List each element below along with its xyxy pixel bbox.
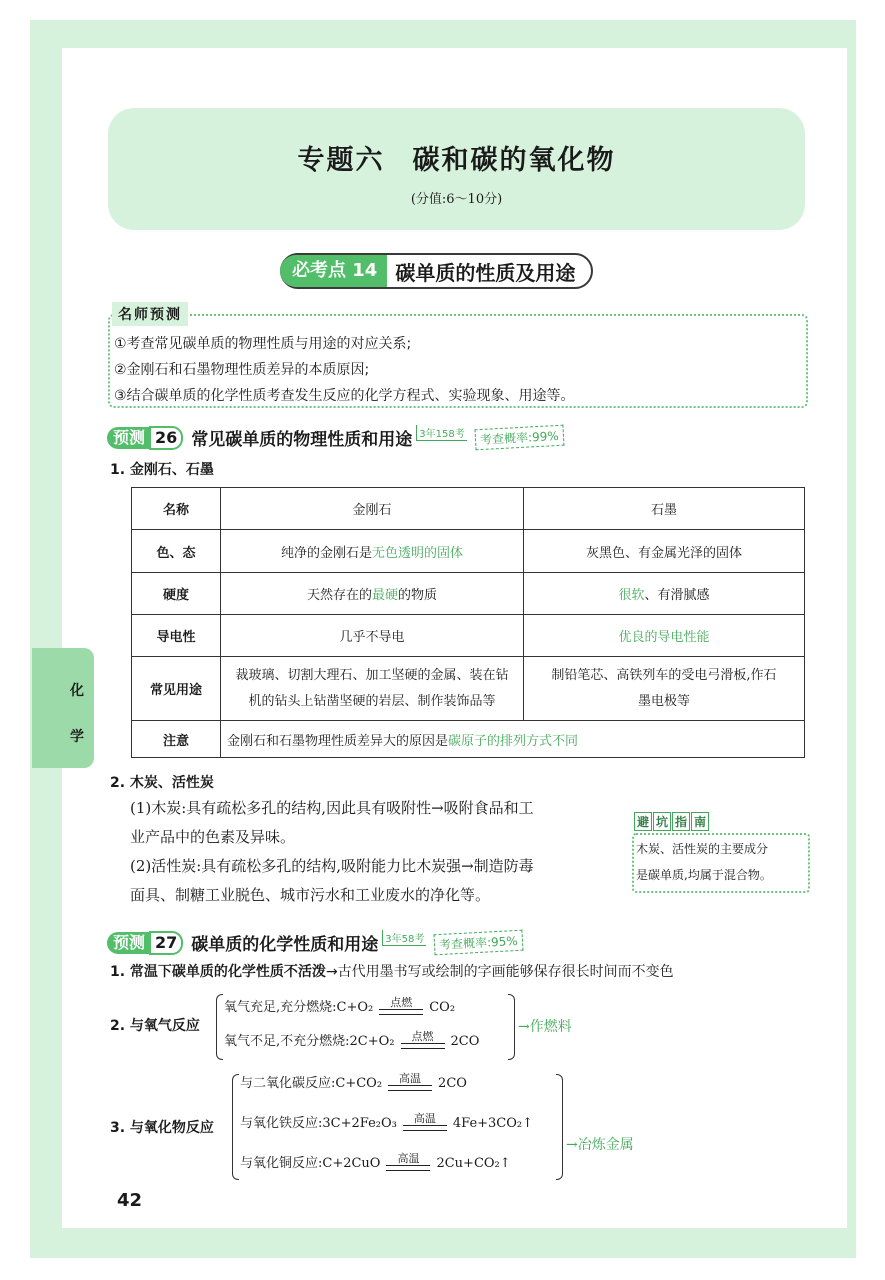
cell-text: 天然存在的 — [306, 588, 372, 603]
text-line: (1)木炭:具有疏松多孔的结构,因此具有吸附性→吸附食品和工 — [130, 799, 534, 817]
reaction-line — [240, 1072, 467, 1091]
prediction-item: ③结合碳单质的化学性质考查发生反应的化学方程式、实验现象、用途等。 — [114, 388, 575, 404]
table-row — [132, 657, 805, 721]
prediction-item: ②金刚石和石墨物理性质差异的本质原因; — [114, 362, 370, 378]
item-heading: 3. 与氧化物反应 — [110, 1120, 214, 1136]
tip-label-char: 避 — [634, 812, 652, 831]
table-row — [132, 530, 805, 573]
table-cell — [524, 657, 805, 721]
table-cell — [221, 657, 524, 721]
table-cell: 几乎不导电 — [221, 615, 524, 657]
cell-text: 裁玻璃、切割大理石、加工坚硬的金属、装在钻 — [235, 667, 509, 683]
table-cell: 优良的导电性能 — [524, 615, 805, 657]
left-brace — [232, 1074, 239, 1180]
reaction-reactants: 与氧化铁反应:3C+2Fe₂O₃ — [240, 1116, 397, 1131]
reaction-arrow — [401, 1030, 445, 1049]
section-source: 3年58考 — [382, 930, 426, 946]
section-title: 碳单质的化学性质和用途 — [191, 935, 379, 955]
row-label: 导电性 — [132, 615, 221, 657]
section-title: 常见碳单质的物理性质和用途 — [191, 430, 413, 450]
cell-text: 、有滑腻感 — [644, 588, 710, 603]
cell-answer: 很软 — [618, 588, 645, 603]
cell-answer: 最硬 — [371, 588, 398, 603]
reaction-products: 4Fe+3CO₂↑ — [452, 1116, 534, 1131]
row-label: 色、态 — [132, 530, 221, 573]
table-row — [132, 721, 805, 758]
tip-text: 是碳单质,均属于混合物。 — [636, 868, 772, 882]
row-label: 注意 — [132, 721, 221, 758]
table-row — [132, 488, 805, 530]
key-point-header — [280, 253, 593, 289]
tip-label-char: 指 — [672, 812, 690, 831]
title-box — [108, 108, 805, 230]
section-27-header — [107, 930, 523, 955]
reaction-arrow — [403, 1112, 447, 1131]
tip-label — [634, 812, 710, 831]
reaction-condition: 高温 — [397, 1152, 420, 1165]
row-label: 硬度 — [132, 573, 221, 615]
text-line: 业产品中的色素及异味。 — [130, 828, 296, 846]
reaction-reactants: 氧气不足,不充分燃烧:2C+O₂ — [224, 1034, 395, 1049]
cell-answer: 无色透明的固体 — [372, 545, 464, 561]
section-source: 3年158考 — [416, 425, 466, 441]
prediction-item: ①考查常见碳单质的物理性质与用途的对应关系; — [114, 336, 412, 352]
item-heading: 1. 金刚石、石墨 — [110, 462, 214, 478]
left-brace — [216, 994, 223, 1060]
reaction-arrow — [388, 1072, 432, 1091]
table-cell — [221, 573, 524, 615]
reaction-products: 2Cu+CO₂↑ — [436, 1156, 511, 1171]
item-bold: 化学性质不活泼 — [227, 964, 326, 980]
section-number: 26 — [149, 426, 183, 450]
table-row — [132, 573, 805, 615]
table-cell — [221, 530, 524, 573]
reaction-products: 2CO — [438, 1076, 467, 1091]
subject-side-tab — [32, 648, 94, 768]
item-rest: →古代用墨书写或绘制的字画能够保存很长时间而不变色 — [325, 964, 674, 980]
item-heading: 2. 木炭、活性炭 — [110, 775, 214, 791]
row-label: 常见用途 — [132, 657, 221, 721]
tip-text: 木炭、活性炭的主要成分 — [636, 842, 769, 856]
teacher-prediction-label: 名师预测 — [112, 302, 188, 326]
key-point-title: 碳单质的性质及用途 — [395, 260, 576, 285]
page-number: 42 — [117, 1190, 143, 1211]
cell-text: 金刚石和石墨物理性质差异大的原因是 — [227, 733, 449, 749]
table-cell: 灰黑色、有金属光泽的固体 — [524, 530, 805, 573]
title-part1: 专题六 — [297, 145, 385, 176]
side-tab-char: 化 — [70, 683, 84, 699]
side-tab-char: 学 — [70, 729, 84, 745]
section-badge: 预测 — [107, 932, 149, 954]
key-point-badge: 必考点 14 — [280, 255, 387, 287]
item-text — [110, 961, 674, 981]
text-line: (2)活性炭:具有疏松多孔的结构,吸附能力比木炭强→制造防毒 — [130, 857, 534, 875]
reaction-reactants: 与二氧化碳反应:C+CO₂ — [240, 1076, 383, 1091]
use-note: →作燃料 — [518, 1019, 572, 1035]
reaction-condition: 高温 — [399, 1072, 422, 1085]
table-header-cell: 名称 — [132, 488, 221, 530]
section-number: 27 — [149, 931, 183, 955]
table-cell — [524, 573, 805, 615]
reaction-line — [224, 996, 455, 1015]
use-note: →冶炼金属 — [566, 1137, 634, 1153]
reaction-line — [240, 1152, 511, 1171]
reaction-products: CO₂ — [429, 1000, 456, 1015]
reaction-reactants: 与氧化铜反应:C+2CuO — [240, 1156, 381, 1171]
table-header-cell: 金刚石 — [221, 488, 524, 530]
tip-label-char: 南 — [691, 812, 709, 831]
title-part2: 碳和碳的氧化物 — [412, 145, 616, 176]
cell-answer: 碳原子的排列方式不同 — [448, 733, 579, 749]
table-cell — [221, 721, 805, 758]
charcoal-text — [130, 794, 534, 910]
reaction-line — [224, 1030, 479, 1049]
item-heading: 2. 与氧气反应 — [110, 1018, 200, 1034]
section-rate-stamp: 考查概率:95% — [434, 930, 524, 956]
cell-text: 机的钻头上钻凿坚硬的岩层、制作装饰品等 — [248, 693, 496, 709]
right-brace — [508, 994, 515, 1060]
score-range: (分值:6～10分) — [410, 192, 503, 207]
table-row — [132, 615, 805, 657]
reaction-condition: 高温 — [413, 1112, 436, 1125]
right-brace — [556, 1074, 563, 1180]
cell-text: 纯净的金刚石是 — [280, 545, 372, 561]
cell-text: 的物质 — [398, 588, 438, 603]
section-rate-stamp: 考查概率:99% — [474, 425, 564, 451]
tip-label-char: 坑 — [653, 812, 671, 831]
reaction-products: 2CO — [450, 1034, 480, 1049]
reaction-reactants: 氧气充足,充分燃烧:C+O₂ — [224, 1000, 374, 1015]
cell-text: 墨电极等 — [637, 693, 690, 709]
reaction-arrow — [379, 996, 423, 1015]
reaction-arrow — [386, 1152, 430, 1171]
page-title — [108, 138, 805, 177]
section-26-header — [107, 425, 563, 450]
reaction-condition: 点燃 — [411, 1030, 434, 1043]
section-badge: 预测 — [107, 427, 149, 449]
reaction-line — [240, 1112, 533, 1131]
item-prefix: 1. 常温下碳单质的 — [110, 964, 228, 980]
reaction-condition: 点燃 — [390, 996, 413, 1009]
carbon-comparison-table — [131, 487, 805, 758]
text-line: 面具、制糖工业脱色、城市污水和工业废水的净化等。 — [130, 886, 491, 904]
cell-text: 制铅笔芯、高铁列车的受电弓滑板,作石 — [551, 667, 777, 683]
table-header-cell: 石墨 — [524, 488, 805, 530]
